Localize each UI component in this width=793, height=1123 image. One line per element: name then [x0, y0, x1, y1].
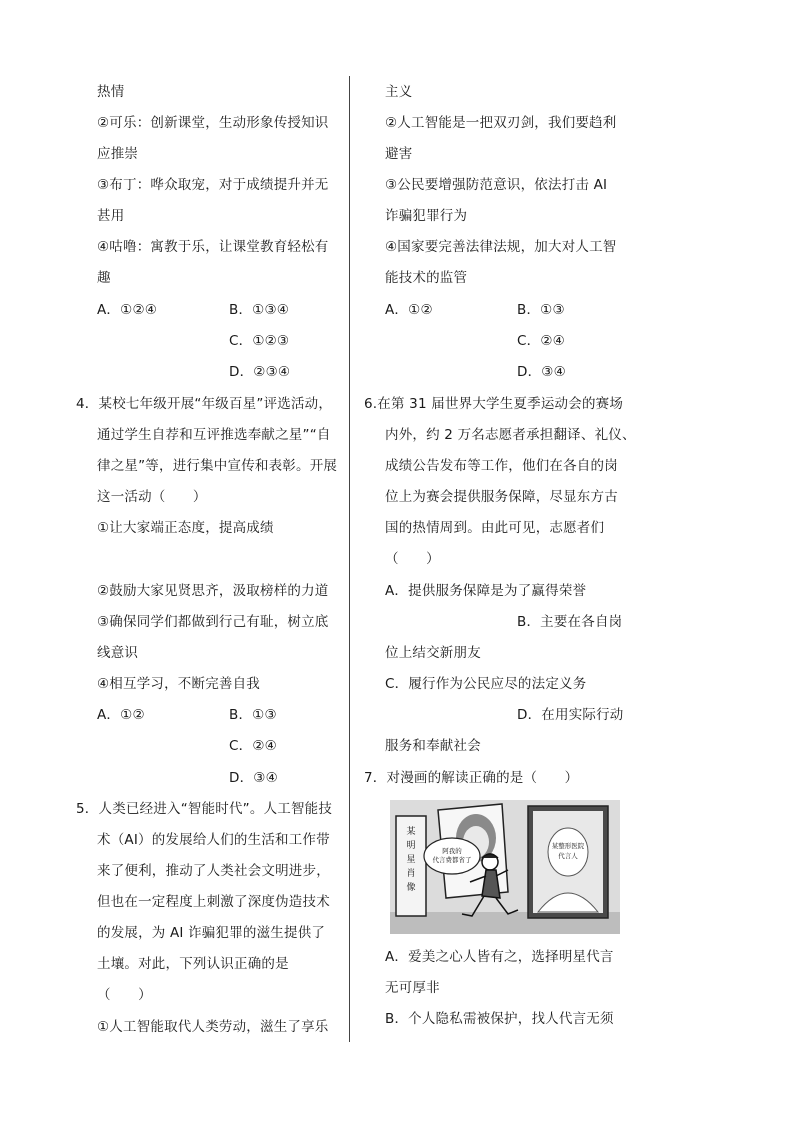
option-2-line: ②鼓励大家见贤思齐，汲取榜样的力道: [97, 583, 329, 599]
question-5-stem: （ ）: [97, 987, 152, 1003]
option-3-cont: 诈骗犯罪行为: [385, 208, 468, 224]
answer-c: C．②④: [229, 738, 277, 754]
portrait-sign: [396, 816, 426, 916]
question-4-stem: 这一活动（ ）: [97, 489, 207, 505]
answer-b: B．①③④: [229, 302, 290, 318]
option-2-cont: 避害: [385, 146, 413, 162]
question-6-stem: 位上为赛会提供服务保障，尽显东方古: [385, 489, 618, 505]
option-4-line: ④国家要完善法律法规，加大对人工智: [385, 239, 617, 255]
option-1-cont: 主义: [385, 84, 413, 100]
question-6-stem: 成绩公告发布等工作，他们在各自的岗: [385, 458, 618, 474]
option-1-line: ①让大家端正态度，提高成绩: [97, 520, 274, 536]
answer-a: A．①②: [97, 707, 145, 723]
question-6-stem: 6.在第 31 届世界大学生夏季运动会的赛场: [364, 396, 624, 412]
sign-char: 星: [406, 855, 416, 865]
answer-a: A．爱美之心人皆有之，选择明星代言: [385, 949, 614, 965]
answer-b: B．①③: [229, 707, 277, 723]
question-7-stem: 7．对漫画的解读正确的是（ ）: [364, 770, 579, 786]
option-3-line: ③公民要增强防范意识，依法打击 AI: [385, 177, 608, 193]
sign-char: 肖: [406, 869, 416, 879]
question-6-stem: 国的热情周到。由此可见，志愿者们: [385, 520, 605, 536]
cartoon-illustration: [390, 800, 620, 934]
option-4-line: ④咕噜：寓教于乐，让课堂教育轻松有: [97, 239, 329, 255]
answer-c: C．①②③: [229, 333, 290, 349]
bubble-text: 阿我的: [442, 847, 462, 855]
answer-d: D．②③④: [229, 364, 291, 380]
question-4-stem: 律之星”等，进行集中宣传和表彰。开展: [97, 458, 338, 474]
answer-a-cont: 无可厚非: [385, 980, 440, 996]
text-line: 热情: [97, 84, 125, 100]
question-5-stem: 但也在一定程度上刺激了深度伪造技术: [97, 894, 330, 910]
option-4-cont: 能技术的监管: [385, 270, 468, 286]
question-5-stem: 5．人类已经进入“智能时代”。人工智能技: [76, 801, 333, 817]
answer-a: A．①②: [385, 302, 433, 318]
option-3-line: ③布丁：哗众取宠，对于成绩提升并无: [97, 177, 329, 193]
poster-text: 某整形医院: [551, 842, 585, 850]
question-5-stem: 的发展，为 AI 诈骗犯罪的滋生提供了: [97, 925, 326, 941]
question-4-stem: 通过学生自荐和互评推选奉献之星”“自: [97, 427, 331, 443]
option-2-line: ②可乐：创新课堂，生动形象传授知识: [97, 115, 329, 131]
answer-d-cont: 服务和奉献社会: [385, 738, 481, 754]
question-5-stem: 土壤。对此，下列认识正确的是: [97, 956, 289, 972]
option-3-cont: 线意识: [97, 645, 139, 661]
answer-b: B．①③: [517, 302, 565, 318]
clinic-poster: [528, 806, 608, 918]
answer-a: A．①②④: [97, 302, 158, 318]
answer-d: D．③④: [517, 364, 566, 380]
column-divider: [349, 76, 350, 1042]
answer-b-cont: 位上结交新朋友: [385, 645, 481, 661]
question-5-stem: 术（AI）的发展给人们的生活和工作带: [97, 832, 330, 848]
answer-d: D．在用实际行动: [517, 707, 624, 723]
answer-c: C．履行作为公民应尽的法定义务: [385, 676, 587, 692]
question-4-stem: 4．某校七年级开展“年级百星”评选活动，: [76, 396, 333, 412]
option-4-line: ④相互学习，不断完善自我: [97, 676, 261, 692]
option-4-cont: 趣: [97, 270, 111, 286]
sign-char: 明: [406, 841, 416, 851]
bubble-text: 代言费都省了: [432, 856, 472, 864]
speech-bubble: [424, 838, 480, 874]
sign-char: 像: [406, 883, 416, 893]
answer-a: A．提供服务保障是为了赢得荣誉: [385, 583, 587, 599]
question-6-stem: （ ）: [385, 551, 440, 567]
answer-c: C．②④: [517, 333, 565, 349]
option-2-line: ②人工智能是一把双刃剑，我们要趋利: [385, 115, 617, 131]
sign-char: 某: [406, 827, 416, 837]
question-6-stem: 内外，约 2 万名志愿者承担翻译、礼仪、: [385, 427, 636, 443]
answer-b: B．个人隐私需被保护，找人代言无须: [385, 1011, 614, 1027]
option-3-line: ③确保同学们都做到行己有耻，树立底: [97, 614, 329, 630]
option-1-line: ①人工智能取代人类劳动，滋生了享乐: [97, 1019, 329, 1035]
poster-text: 代言人: [558, 852, 578, 860]
option-2-cont: 应推崇: [97, 146, 139, 162]
answer-d: D．③④: [229, 770, 278, 786]
answer-b: B．主要在各自岗: [517, 614, 623, 630]
option-3-cont: 甚用: [97, 208, 125, 224]
question-5-stem: 来了便利，推动了人类社会文明进步，: [97, 863, 330, 879]
